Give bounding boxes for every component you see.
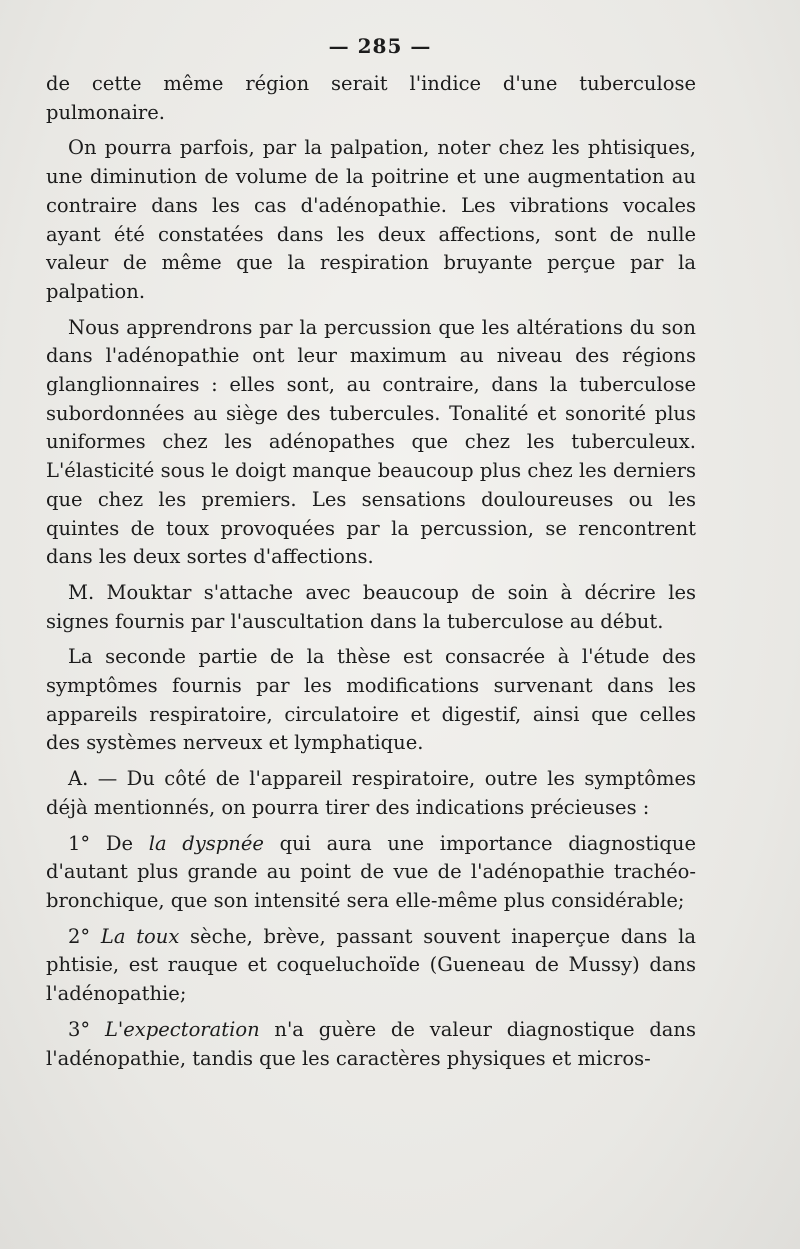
page-number: — 285 — (328, 34, 432, 58)
paragraph-auscultation: M. Mouktar s'attache avec beaucoup de soin à décrire les signes fournis par l'auscultation dans la tuberculose au début. (46, 580, 696, 633)
list-item-term: L'expectoration (104, 1017, 260, 1041)
list-item-text: n'a guère de valeur diagnostique dans l'adénopathie, tandis que les caractères physiques et micros- (46, 1017, 697, 1070)
list-item-expectoration (46, 1016, 696, 1073)
list-item-prefix: 3° (68, 1017, 105, 1041)
paragraph-respiratory: A. — Du côté de l'appareil respiratoire, outre les symptômes déjà mentionnés, on pourra tirer des indications précieuses : (46, 767, 696, 819)
paragraph-palpation: On pourra parfois, par la palpation, noter chez les phtisiques, une diminution de volume de la poitrine et une augmentation au contraire dans les cas d'adénopathie. Les vibrations vocales ayant été constatées dans les deux affections, sont de nulle valeur de même que la respiration bruyante perçue par la palpation. (46, 136, 696, 303)
list-item-dyspnee (46, 830, 696, 916)
paragraph-second-part: La seconde partie de la thèse est consacrée à l'étude des symptômes fournis par les modifications survenant dans les appareils respiratoire, circulatoire et digestif, ainsi que celles des systèmes nerveux et lymphatique. (46, 645, 696, 755)
list-item-text: qui aura une importance diagnostique d'autant plus grande au point de vue de l'adénopathie trachéo-bronchique, que son intensité sera elle-même plus considérable; (46, 831, 696, 912)
list-item-prefix: 2° (68, 924, 101, 948)
list-item-term: la dyspnée (148, 831, 264, 855)
list-item-text: sèche, brève, passant souvent inaperçue dans la phtisie, est rauque et coqueluchoïde (Gueneau de Mussy) dans l'adénopathie; (46, 924, 696, 1006)
body-text (46, 70, 696, 1073)
list-item-toux (46, 923, 696, 1009)
list-item-term: La toux (100, 924, 180, 948)
paragraph-percussion: Nous apprendrons par la percussion que les altérations du son dans l'adénopathie ont leur maximum au niveau des régions glanglionnaires : elles sont, au contraire, dans la tuberculose subordonnées au siège des tubercules. Tonalité et sonorité plus uniformes chez les adénopathes que chez les tuberculeux. L'élasticité sous le doigt manque beaucoup plus chez les derniers que chez les premiers. Les sensations douloureuses ou les quintes de toux provoquées par la percussion, se rencontrent dans les deux sortes d'affections. (46, 315, 696, 569)
paragraph-continued: de cette même région serait l'indice d'une tuberculose pulmonaire. (46, 72, 696, 124)
list-item-prefix: 1° De (68, 831, 149, 855)
